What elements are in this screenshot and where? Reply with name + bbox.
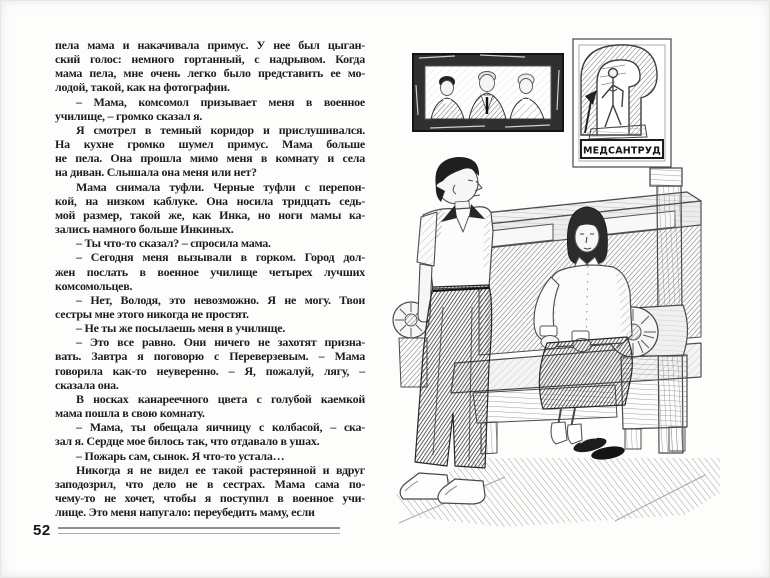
text-line: вать. Завтра я поговорю с Переверзевым. – Мама (55, 349, 365, 364)
text-line: пела мама и накачивала примус. У нее был цыган- (55, 38, 365, 52)
text-line: сестры мне этого никогда не простят. (55, 306, 249, 321)
text-line: училище, – громко сказал я. (55, 108, 203, 123)
text-line: зались намного больше Инкиных. (55, 222, 234, 237)
text-line: сказала она. (55, 377, 119, 392)
text-line: Никогда я не видел ее такой растерянной и вдруг (76, 462, 365, 477)
text-line: на диван. Слышала она меня или нет? (55, 165, 257, 180)
text-line: мой размер, такой же, как Инка, но ноги мамы ка- (55, 207, 365, 222)
text-line: лище. Это меня напугало: переубедить маму, если (55, 505, 315, 520)
page-text (55, 38, 365, 519)
text-line: мама пошла в свою комнату. (55, 406, 205, 421)
poster-title: МЕДСАНТРУД (583, 145, 661, 157)
page-footer (33, 522, 340, 539)
text-line: – Нет, Володя, это невозможно. Я не могу. Твои (76, 292, 365, 307)
text-line: На кухне громко шумел примус. Мама больше (55, 137, 365, 152)
text-line: не пела. Она прошла мимо меня в комнату и села (55, 151, 365, 166)
text-line: – Это все равно. Они ничего не захотят призна- (76, 335, 365, 350)
family-portrait (413, 54, 563, 131)
text-line: мама пела, мне очень легко было представить ее мо- (55, 66, 365, 81)
text-line: В носках канареечного цвета с голубой каемкой (76, 391, 365, 406)
text-line: говорила как-то неуверенно. – Я, пожалуй, лягу, – (55, 363, 365, 378)
text-line: чему-то не хочет, чтобы я поступил в военное учи- (55, 491, 365, 505)
medsantrud-poster (573, 39, 671, 167)
text-line: заподозрил, что дело не в сестрах. Мама сама по- (55, 476, 365, 491)
text-line: жен послать в военное училище четырех лучших (55, 264, 365, 279)
text-line: – Ты что-то сказал? – спросила мама. (76, 236, 271, 251)
right-page (385, 0, 770, 578)
text-line: – Сегодня меня вызывали в горком. Город дол- (76, 250, 365, 265)
text-line: комсомольцев. (55, 278, 133, 293)
text-line: Мама снимала туфли. Черные туфли с перепон- (76, 179, 365, 194)
text-line: – Не ты же посылаешь меня в училище. (76, 321, 286, 336)
text-line: – Мама, комсомол призывает меня в военное (76, 94, 365, 109)
footer-rule (58, 527, 340, 534)
text-line: – Мама, ты обещала яичницу с колбасой, – ска- (76, 420, 365, 435)
page-number: 52 (33, 522, 51, 539)
text-line: ский голос: немного гортанный, с надрывом. Когда (55, 52, 365, 67)
text-line: кой, на низком каблуке. Она носила тридцать седь- (55, 193, 365, 208)
text-line: лодой, такой, как на фотографии. (55, 80, 230, 95)
illustration (385, 25, 730, 535)
text-line: зал я. Сердце мое билось так, что отдавало в ушах. (55, 434, 320, 449)
text-line: Я смотрел в темный коридор и прислушивался. (76, 122, 365, 137)
text-line: – Пожарь сам, сынок. Я что-то устала… (76, 448, 285, 463)
